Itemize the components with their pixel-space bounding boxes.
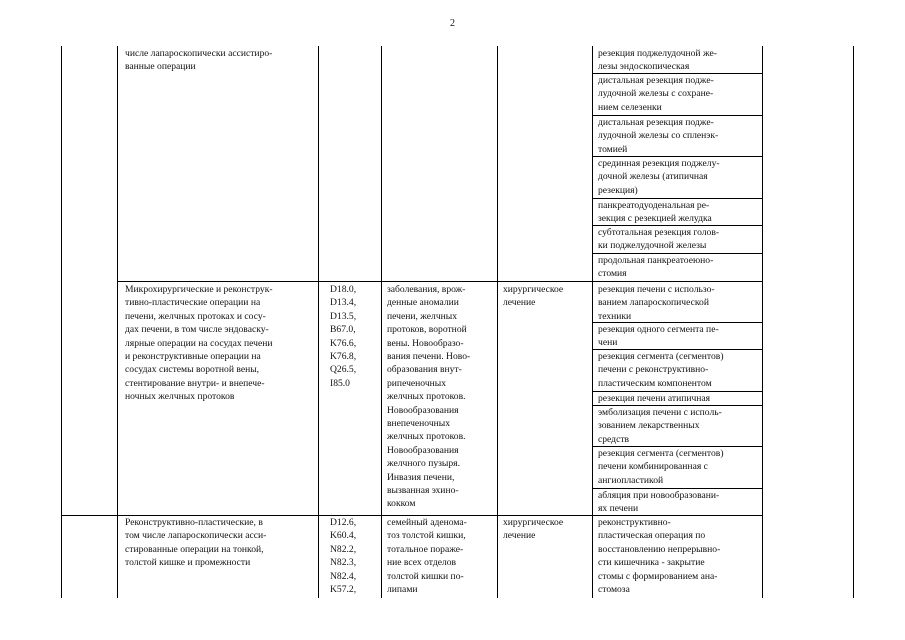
icd-code-line: D13.5, — [330, 310, 357, 322]
treatment-method-line: пластическая операция по — [598, 530, 706, 542]
treatment-method-line: реконструктивно- — [598, 517, 671, 528]
patient-model-line: толстой кишки по- — [387, 570, 464, 582]
patient-model-line: Инвазия печени, — [387, 471, 455, 483]
treatment-method-line: дистальная резекция поджe- — [598, 75, 714, 86]
treatment-method-line: эмболизация печени с исполь- — [598, 407, 722, 418]
treatment-method-line: ях печени — [598, 503, 639, 515]
treatment-method-line: зекция с резекцией желудка — [598, 213, 712, 225]
procedure-name-line: и реконструктивные операции на — [125, 351, 261, 362]
treatment-method-line: стомы с формированием ана- — [598, 570, 718, 582]
treatment-method-line: ки поджелудочной железы — [598, 240, 707, 252]
icd-code-line: K76.8, — [330, 351, 357, 362]
icd-code-line: B67.0, — [330, 324, 356, 336]
patient-model-line: заболевания, врож- — [387, 284, 466, 295]
column-rule-7 — [762, 46, 763, 598]
treatment-method-line: средств — [598, 433, 630, 445]
treatment-type-line: хирургическое — [503, 517, 564, 528]
procedure-name-line: Реконструктивно-пластические, в — [125, 517, 263, 528]
treatment-method-line: стомоза — [598, 584, 630, 595]
treatment-method-line: резекция сегмента (сегментов) — [598, 448, 724, 459]
patient-model-line: вызванная эхино- — [387, 485, 459, 496]
procedure-name-line: сосудах системы воротной вены, — [125, 364, 260, 376]
page-number: 2 — [450, 18, 455, 29]
icd-code-line: Q26.5, — [330, 364, 357, 376]
procedure-name-line: том числе лапароскопически асси- — [125, 530, 267, 542]
patient-model-line: Новообразования — [387, 444, 459, 456]
patient-model-line: желчных протоков. — [387, 431, 466, 443]
procedure-name-line: ванные операции — [125, 61, 196, 73]
treatment-method-line: чени — [598, 337, 618, 349]
treatment-method-line: резекция одного сегмента пе- — [598, 324, 719, 335]
treatment-method-line: резекция печени с использо- — [598, 284, 715, 295]
treatment-method-line: резекция поджелудочной же- — [598, 48, 717, 59]
patient-model-line: образования внут- — [387, 364, 462, 376]
procedure-name-line: Микрохирургические и реконструк- — [125, 284, 273, 295]
procedure-name-line: толстой кишке и промежности — [125, 557, 251, 569]
icd-code-line: N82.3, — [330, 557, 357, 569]
patient-model-line: семейный аденома- — [387, 517, 467, 528]
treatment-method-line: техники — [598, 310, 632, 322]
procedure-name-line: печени, желчных протоках и сосу- — [125, 310, 266, 322]
treatment-method-line: продольная панкреатоеюно- — [598, 255, 714, 266]
treatment-method-line: резекция сегмента (сегментов) — [598, 351, 724, 362]
treatment-method-line: лудочной железы с сохране- — [598, 88, 714, 100]
icd-code-line: K57.2, — [330, 584, 357, 595]
treatment-method-line: абляция при новообразовани- — [598, 490, 720, 501]
patient-model-line: внепеченочных — [387, 418, 451, 429]
treatment-method-line: восстановлению непрерывно- — [598, 543, 721, 555]
procedure-name-line: тивно-пластические операции на — [125, 297, 261, 309]
patient-model-line: вены. Новообразо- — [387, 337, 464, 349]
procedure-name-line: дах печени, в том числе эндоваску- — [125, 324, 269, 336]
treatment-method-line: печени комбинированная с — [598, 461, 708, 473]
patient-model-line: тоз толстой кишки, — [387, 530, 466, 542]
procedure-name-line: стентирование внутри- и внепече- — [125, 377, 265, 389]
icd-code-line: N82.4, — [330, 570, 357, 582]
patient-model-line: желчных протоков. — [387, 391, 466, 403]
procedure-name-line: ночных желчных протоков — [125, 391, 235, 403]
treatment-method-line: срединная резекция поджелу- — [598, 158, 720, 169]
row-rule-7 — [117, 281, 762, 282]
icd-code-line: D18.0, — [330, 284, 357, 295]
treatment-method-line: резекция печени атипичная — [598, 393, 711, 404]
treatment-method-line: дочной железы (атипичная — [598, 171, 708, 183]
patient-model-line: протоков, воротной — [387, 324, 467, 336]
treatment-method-line: субтотальная резекция голов- — [598, 227, 720, 238]
treatment-method-line: сти кишечника - закрытие — [598, 557, 705, 569]
icd-code-line: I85.0 — [330, 377, 350, 389]
patient-model-line: кокком — [387, 498, 416, 510]
icd-code-line: N82.2, — [330, 543, 357, 555]
procedure-name-line: стированные операции на тонкой, — [125, 543, 264, 555]
treatment-method-line: стомия — [598, 268, 627, 280]
treatment-method-line: ангиопластикой — [598, 474, 664, 486]
procedure-name-line: лярные операции на сосудах печени — [125, 337, 273, 349]
patient-model-line: Новообразования — [387, 404, 459, 416]
patient-model-line: вания печени. Ново- — [387, 351, 471, 362]
column-rule-8 — [853, 46, 854, 598]
icd-code-line: K76.6, — [330, 337, 357, 349]
treatment-type-line: лечение — [503, 297, 536, 309]
patient-model-line: денные аномалии — [387, 297, 459, 309]
treatment-type-line: лечение — [503, 530, 536, 542]
treatment-method-line: ванием лапароскопической — [598, 297, 709, 309]
icd-code-line: D12.6, — [330, 517, 357, 528]
treatment-method-line: панкреатодуоденальная ре- — [598, 200, 710, 211]
treatment-method-line: печени с реконструктивно- — [598, 364, 709, 376]
treatment-method-line: дистальная резекция поджe- — [598, 117, 714, 128]
patient-model-line: тотальное пораже- — [387, 543, 464, 555]
patient-model-line: печени, желчных — [387, 310, 458, 322]
patient-model-line: ние всех отделов — [387, 557, 457, 569]
treatment-method-line: томией — [598, 143, 628, 155]
treatment-method-line: пластическим компонентом — [598, 377, 712, 389]
treatment-method-line: резекция) — [598, 184, 638, 196]
treatment-method-line: лудочной железы со спленэк- — [598, 130, 719, 142]
patient-model-line: желчного пузыря. — [387, 458, 460, 470]
treatment-method-line: зованием лекарственных — [598, 420, 700, 432]
procedure-name-line: числе лапароскопически ассистиро- — [125, 48, 273, 59]
icd-code-line: K60.4, — [330, 530, 357, 542]
patient-model-line: липами — [387, 584, 418, 595]
treatment-type-line: хирургическое — [503, 284, 564, 295]
icd-code-line: D13.4, — [330, 297, 357, 309]
patient-model-line: рипеченочных — [387, 377, 447, 389]
treatment-method-line: нием селезенки — [598, 101, 662, 113]
treatment-method-line: лезы эндоскопическая — [598, 61, 690, 73]
